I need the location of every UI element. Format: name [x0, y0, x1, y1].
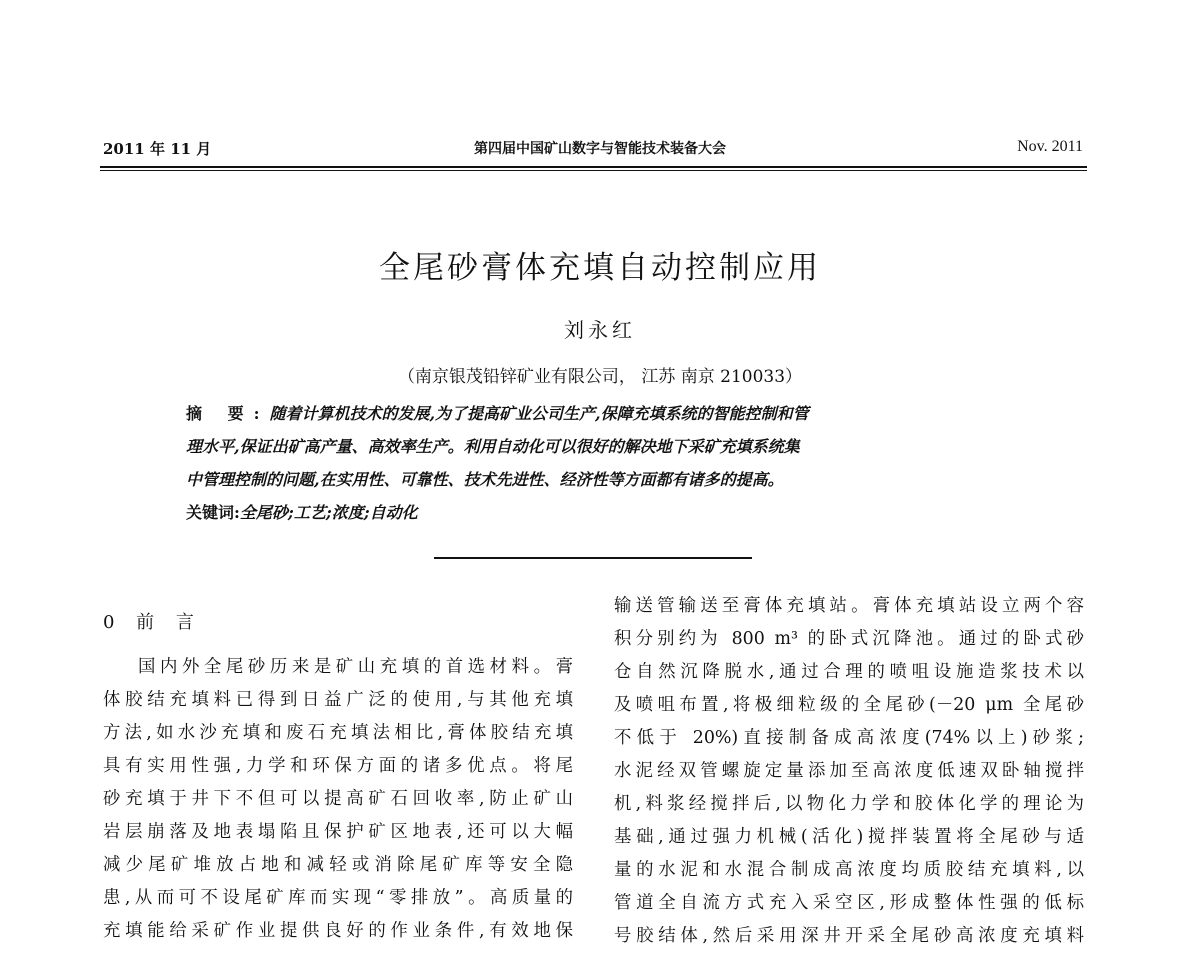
body-line: 减少尾矿堆放占地和减轻或消除尾矿库等安全隐 — [103, 855, 573, 875]
body-line: 积分别约为 800 m³ 的卧式沉降池。通过的卧式砂 — [614, 629, 1084, 649]
body-line: 及喷咀布置,将极细粒级的全尾砂(－20 μm 全尾砂 — [614, 695, 1084, 715]
body-column-right — [614, 590, 1084, 953]
abstract-line-3: 中管理控制的问题,在实用性、可靠性、技术先进性、经济性等方面都有诸多的提高。 — [186, 470, 784, 489]
header-rule-thick — [100, 166, 1087, 168]
abstract-block — [186, 397, 1016, 496]
keywords-value: 全尾砂;工艺;浓度;自动化 — [239, 503, 418, 522]
body-column-left — [103, 651, 573, 948]
body-line: 输送管输送至膏体充填站。膏体充填站设立两个容 — [614, 596, 1084, 616]
keywords — [186, 500, 418, 523]
abstract-line-2: 理水平,保证出矿高产量、高效率生产。利用自动化可以很好的解决地下采矿充填系统集 — [186, 437, 800, 456]
running-header-date: 2011 年 11 月 — [103, 140, 212, 158]
running-header-conference: 第四届中国矿山数字与智能技术装备大会 — [474, 141, 726, 157]
body-line: 号胶结体,然后采用深井开采全尾砂高浓度充填料 — [614, 926, 1084, 946]
abstract-line-1: 随着计算机技术的发展,为了提高矿业公司生产,保障充填系统的智能控制和管 — [269, 404, 809, 423]
body-line: 水泥经双管螺旋定量添加至高浓度低速双卧轴搅拌 — [614, 761, 1084, 781]
paper-author: 刘永红 — [564, 318, 636, 342]
abstract-separator — [434, 557, 752, 559]
body-line: 充填能给采矿作业提供良好的作业条件,有效地保 — [103, 921, 573, 941]
body-line: 具有实用性强,力学和环保方面的诸多优点。将尾 — [103, 756, 573, 776]
body-line: 砂充填于井下不但可以提高矿石回收率,防止矿山 — [103, 789, 573, 809]
keywords-label: 关键词: — [186, 503, 240, 522]
body-line: 体胶结充填料已得到日益广泛的使用,与其他充填 — [103, 690, 573, 710]
abstract-line — [186, 397, 1016, 430]
section-heading: 0 前 言 — [103, 612, 202, 633]
header-rule-thin — [100, 170, 1087, 171]
running-header-date-en: Nov. 2011 — [1017, 138, 1083, 155]
abstract-label: 摘 要: — [186, 404, 270, 423]
body-line: 方法,如水沙充填和废石充填法相比,膏体胶结充填 — [103, 723, 573, 743]
paper-title: 全尾砂膏体充填自动控制应用 — [379, 250, 821, 286]
body-line: 国内外全尾砂历来是矿山充填的首选材料。膏 — [138, 657, 573, 677]
body-line: 量的水泥和水混合制成高浓度均质胶结充填料,以 — [614, 860, 1084, 880]
author-affiliation: （南京银茂铅锌矿业有限公司， 江苏 南京 210033） — [397, 367, 803, 387]
body-line: 仓自然沉降脱水,通过合理的喷咀设施造浆技术以 — [614, 662, 1084, 682]
body-line: 机,料浆经搅拌后,以物化力学和胶体化学的理论为 — [614, 794, 1084, 814]
body-line: 不低于 20%)直接制备成高浓度(74%以上)砂浆; — [614, 728, 1084, 748]
body-line: 管道全自流方式充入采空区,形成整体性强的低标 — [614, 893, 1084, 913]
body-line: 患,从而可不设尾矿库而实现“零排放”。高质量的 — [103, 888, 573, 908]
body-line: 岩层崩落及地表塌陷且保护矿区地表,还可以大幅 — [103, 822, 573, 842]
body-line: 基础,通过强力机械(活化)搅拌装置将全尾砂与适 — [614, 827, 1084, 847]
